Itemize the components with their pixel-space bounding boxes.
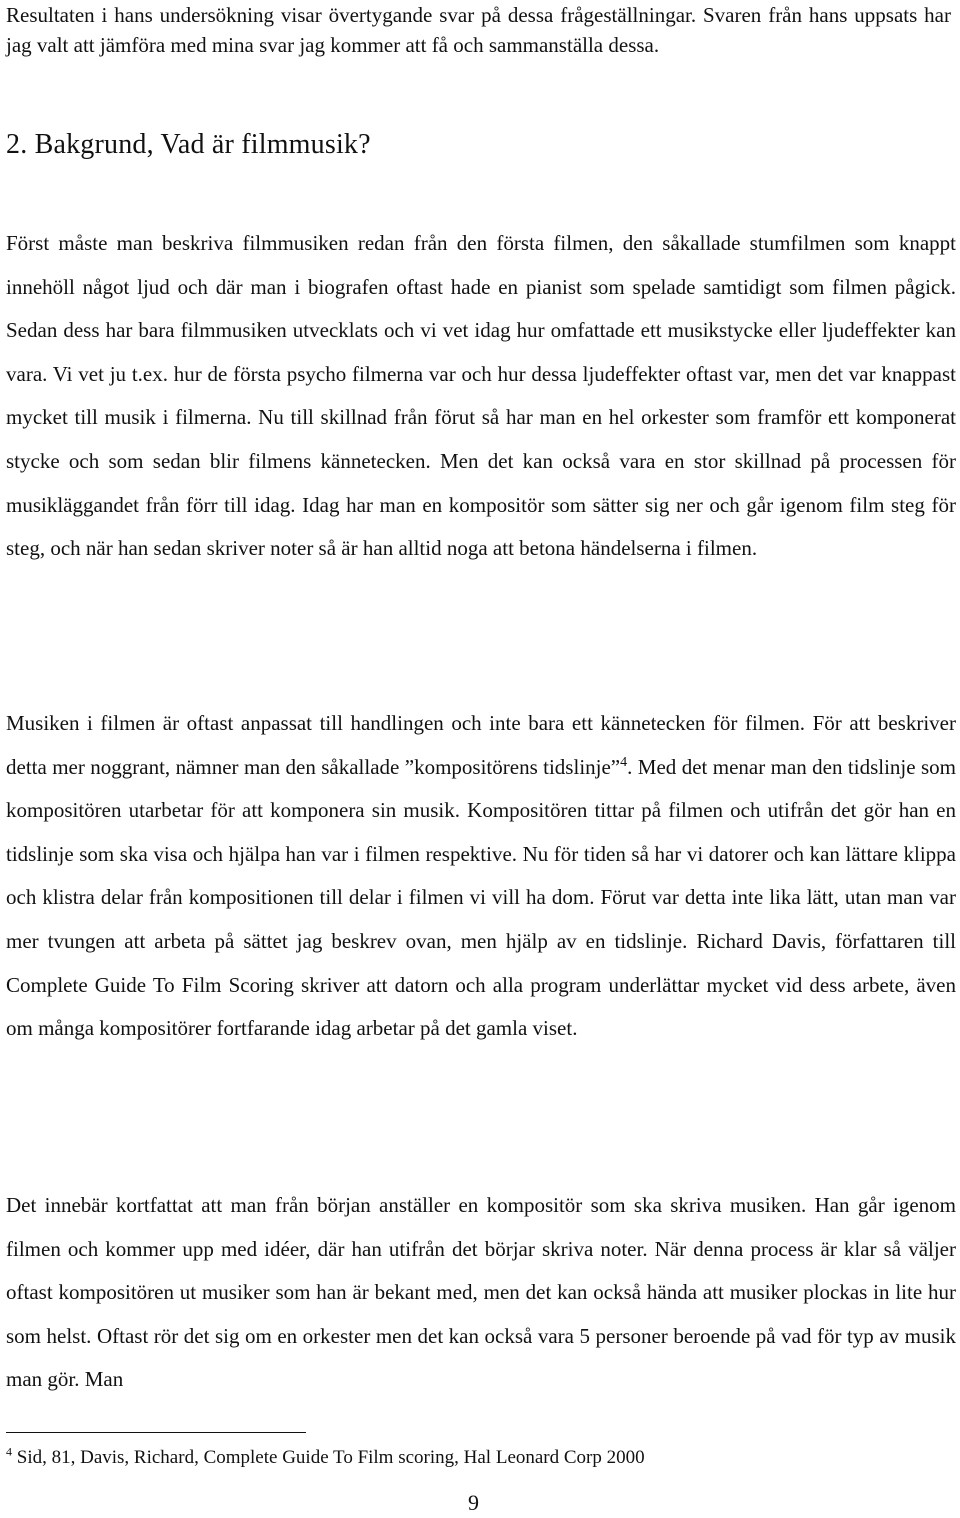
intro-paragraph: Resultaten i hans undersökning visar övertygande svar på dessa frågeställningar. Svaren från hans uppsats har jag valt att jämföra med mina svar jag kommer att få och sammanställa dessa. bbox=[6, 3, 951, 57]
section-heading: 2. Bakgrund, Vad är filmmusik? bbox=[6, 129, 371, 160]
paragraph-2-text-after-ref: . Med det menar man den tidslinje som kompositören utarbetar för att komponera sin musik. Kompositören tittar på filmen och utifrån det gör han en tidslinje som ska visa och hjälpa han var i filmen respektive. Nu för tiden så har vi datorer och kan lättare klippa och klistra delar från kompositionen till delar i filmen vi vill ha dom. Förut var detta inte lika lätt, utan man var mer tvungen att arbeta på sättet jag beskrev ovan, men hjälp av en tidslinje. Richard Davis, författaren till Complete Guide To Film Scoring skriver att datorn och alla program underlättar mycket vid dess arbete, även om många kompositörer fortfarande idag arbetar på det gamla viset. bbox=[6, 754, 956, 1041]
paragraph-2-text-before-ref: Musiken i filmen är oftast anpassat till handlingen och inte bara ett kännetecken för filmen. För att beskriver detta mer noggrant, nämner man den såkallade ”kompositörens tidslinje” bbox=[6, 711, 956, 779]
body-paragraph-3: Det innebär kortfattat att man från början anställer en kompositör som ska skriva musiken. Han går igenom filmen och kommer upp med idéer, där han utifrån det börjar skriva noter. När denna process är klar så väljer oftast kompositören ut musiker som han är bekant med, men det kan också hända att musiker plockas in lite hur som helst. Oftast rör det sig om en orkester men det kan också vara 5 personer beroende på vad för typ av musik man gör. Man bbox=[6, 1193, 956, 1392]
footnote-reference: 4 bbox=[620, 754, 628, 770]
footnote-text: Sid, 81, Davis, Richard, Complete Guide To Film scoring, Hal Leonard Corp 2000 bbox=[12, 1447, 645, 1468]
body-paragraph-2 bbox=[6, 702, 956, 1051]
footnote-separator bbox=[6, 1432, 306, 1433]
footnote bbox=[6, 1443, 645, 1473]
page-number: 9 bbox=[468, 1490, 479, 1515]
footnote-number: 4 bbox=[6, 1444, 12, 1459]
body-paragraph-1: Först måste man beskriva filmmusiken redan från den första filmen, den såkallade stumfilmen som knappt innehöll något ljud och där man i biografen oftast hade en pianist som spelade samtidigt som filmen pågick. Sedan dess har bara filmmusiken utvecklats och vi vet idag hur omfattade ett musikstycke eller ljudeffekter kan vara. Vi vet ju t.ex. hur de första psycho filmerna var och hur dessa ljudeffekter oftast var, men det var knappast mycket till musik i filmerna. Nu till skillnad från förut så har man en hel orkester som framför ett komponerat stycke och som sedan blir filmens kännetecken. Men det kan också vara en stor skillnad på processen för musikläggandet från förr till idag. Idag har man en kompositör som sätter sig ner och går igenom film steg för steg, och när han sedan skriver noter så är han alltid noga att betona händelserna i filmen. bbox=[6, 231, 956, 561]
